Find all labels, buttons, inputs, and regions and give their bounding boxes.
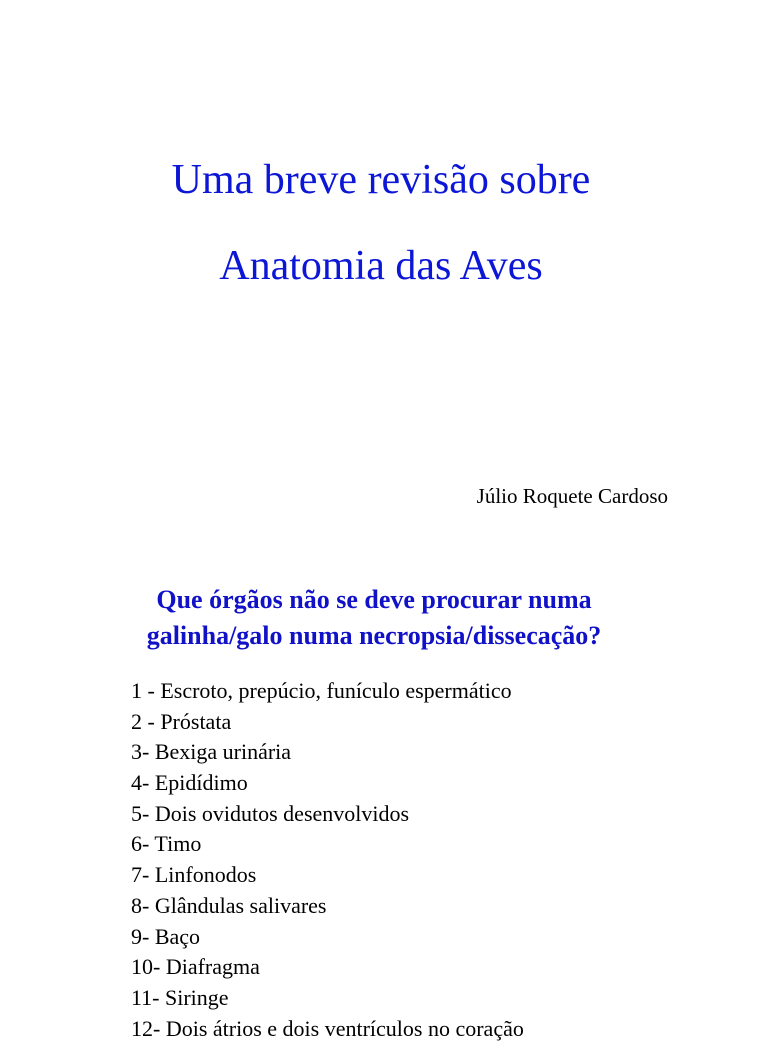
question-line-2: galinha/galo numa necropsia/dissecação?: [146, 621, 602, 650]
answer-item: 8- Glândulas salivares: [131, 892, 327, 918]
answer-item: 4- Epidídimo: [131, 770, 248, 796]
answer-item: 7- Linfonodos: [131, 862, 257, 888]
answer-item: 6- Timo: [131, 831, 202, 857]
answer-item: 9- Baço: [131, 923, 201, 949]
answer-item: 12- Dois átrios e dois ventrículos no coração: [131, 1015, 524, 1041]
answer-item: 3- Bexiga urinária: [131, 739, 292, 765]
answer-item: 2 - Próstata: [131, 708, 232, 734]
title-line-1: Uma breve revisão sobre: [171, 157, 591, 203]
answer-item: 11- Siringe: [131, 984, 229, 1010]
author-name: Júlio Roquete Cardoso: [476, 484, 668, 508]
answer-item: 5- Dois ovidutos desenvolvidos: [131, 800, 410, 826]
question-line-1: Que órgãos não se deve procurar numa: [156, 585, 592, 614]
title-line-2: Anatomia das Aves: [219, 243, 543, 289]
answer-item: 10- Diafragma: [131, 954, 260, 980]
answer-item: 1 - Escroto, prepúcio, funículo espermático: [131, 678, 512, 703]
answer-list: [131, 678, 524, 1046]
